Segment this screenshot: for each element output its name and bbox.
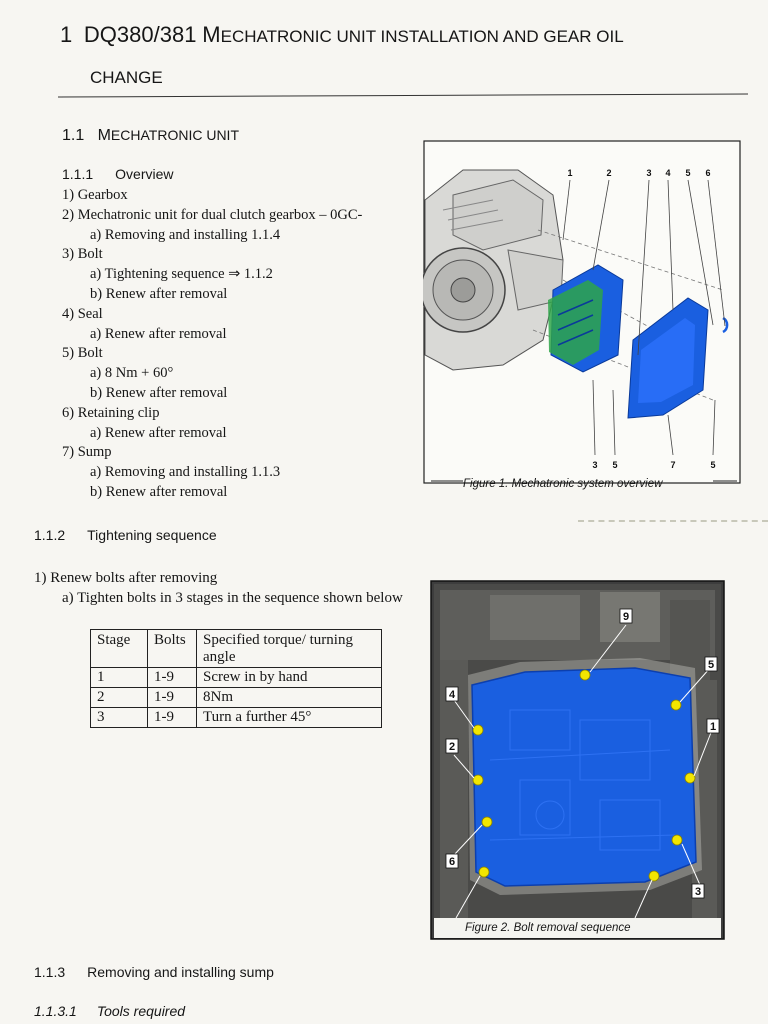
bolt-2-marker [473,775,483,785]
overview-subitem: b) Renew after removal [90,285,228,302]
document-title [60,24,624,46]
bolt-3-marker [649,871,659,881]
figure2-bolt-number: 1 [709,721,717,733]
bolt-4-marker [473,725,483,735]
document-title-line2: CHANGE [90,68,163,87]
figure1-callout: 5 [685,168,691,178]
cell-bolts: 1-9 [148,688,197,708]
tools-number: 1.1.3.1 [34,1003,77,1019]
bolt-5-marker [671,700,681,710]
mechatronic-cover [472,668,696,886]
overview-subitem: a) Renew after removal [90,325,227,342]
overview-subitem: b) Renew after removal [90,483,228,500]
title-initial: M [202,22,221,47]
figure1-callout: 1 [567,168,573,178]
section-number: 1.1 [62,127,85,144]
bolt-3a-marker [672,835,682,845]
title-divider [58,93,748,97]
figure1-callout: 4 [665,168,671,178]
header-torque: Specified torque/ turning angle [197,630,382,668]
overview-list [62,186,362,503]
renew-bolts-step: 1) Renew bolts after removing [34,570,218,586]
figure1-callout: 6 [705,168,711,178]
torque-table [90,629,382,728]
overview-subitem: a) Removing and installing 1.1.4 [90,226,281,243]
decorative-dash [578,520,768,522]
overview-subitem: a) Renew after removal [90,424,227,441]
figure2-bolt-number: 2 [448,741,456,753]
header-stage: Stage [91,630,148,668]
title-number: 1 [60,22,73,47]
bolt-1-marker [685,773,695,783]
table-row [91,688,382,708]
cell-bolts: 1-9 [148,708,197,728]
figure2-bolt-number: 4 [448,689,456,701]
bolt-6-marker [482,817,492,827]
figure-mechatronic-overview [423,140,741,484]
figure2-bolt-number: 6 [448,856,456,868]
overview-item: 4) Seal [62,305,103,322]
overview-subitem: a) Removing and installing 1.1.3 [90,464,281,481]
cell-torque: Turn a further 45° [197,708,382,728]
figure1-callout: 5 [612,460,618,470]
sump-title: Removing and installing sump [87,964,274,980]
figure2-bolt-number: 9 [622,611,630,623]
tools-heading [34,1003,185,1019]
overview-item: 7) Sump [62,444,112,461]
figure1-callout: 2 [606,168,612,178]
tightening-number: 1.1.2 [34,527,66,543]
tighten-bolts-step: a) Tighten bolts in 3 stages in the sequence shown below [62,590,403,606]
figure1-caption: Figure 1. Mechatronic system overview [463,478,663,490]
tightening-heading [34,527,217,543]
overview-item: 3) Bolt [62,246,103,263]
figure1-callout: 3 [592,460,598,470]
figure2-caption: Figure 2. Bolt removal sequence [465,922,631,934]
figure1-callout: 3 [646,168,652,178]
sump-number: 1.1.3 [34,964,66,980]
table-row [91,708,382,728]
overview-heading [62,166,174,182]
gearbox-housing [423,170,563,370]
tools-title: Tools required [96,1003,186,1019]
sump-heading [34,964,274,980]
tightening-title: Tightening sequence [87,527,217,543]
cell-stage: 2 [91,688,148,708]
bolt-8-marker [479,867,489,877]
cell-stage: 3 [91,708,148,728]
overview-title: Overview [115,166,174,182]
overview-subitem: b) Renew after removal [90,384,228,401]
cell-stage: 1 [91,668,148,688]
section-title-rest: ECHATRONIC UNIT [110,127,239,143]
cell-bolts: 1-9 [148,668,197,688]
overview-item: 5) Bolt [62,345,103,362]
section-initial: M [97,127,111,144]
overview-item: 2) Mechatronic unit for dual clutch gearbox – 0GC- [62,206,363,223]
figure2-bolt-number: 5 [707,659,715,671]
figure-bolt-sequence [430,580,725,940]
title-rest: ECHATRONIC UNIT INSTALLATION AND GEAR OIL [220,27,624,46]
overview-item: 6) Retaining clip [62,404,160,421]
table-row [91,668,382,688]
cell-torque: 8Nm [197,688,382,708]
overview-subitem: a) 8 Nm + 60° [90,365,174,382]
overview-number: 1.1.1 [62,166,94,182]
figure1-callout: 7 [670,460,676,470]
section-heading [62,127,239,145]
header-bolts: Bolts [148,630,197,668]
title-model: DQ380/381 [83,22,197,47]
torque-table-header [91,630,382,668]
figure2-bolt-number: 3 [694,886,702,898]
cell-torque: Screw in by hand [197,668,382,688]
overview-subitem: a) Tightening sequence ⇒ 1.1.2 [90,266,273,283]
bolt-9-marker [580,670,590,680]
overview-item: 1) Gearbox [62,187,128,203]
figure1-callout: 5 [710,460,716,470]
